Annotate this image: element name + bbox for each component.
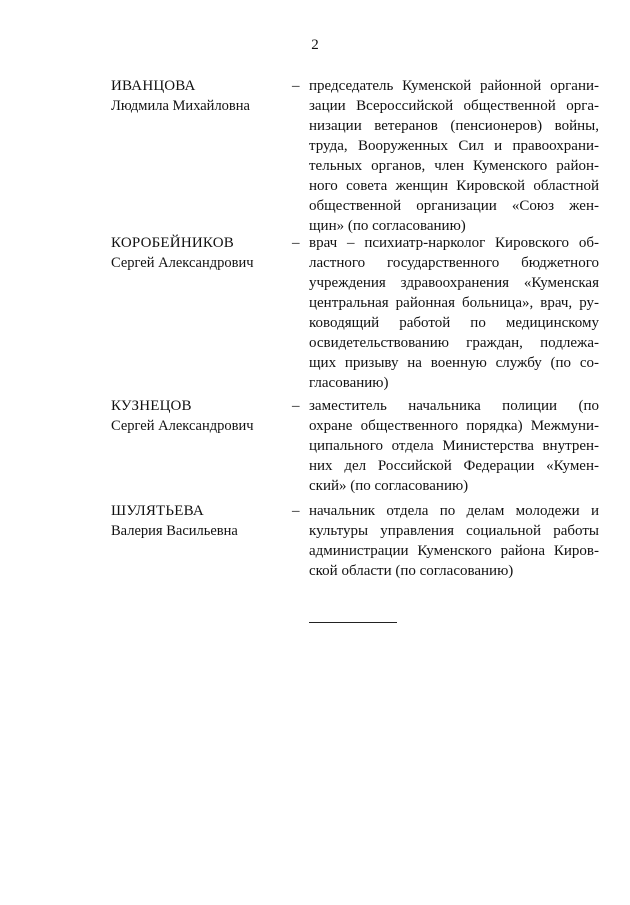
member-given-names: Сергей Александрович [111,255,254,271]
role-line: центральная районная больница», врач, ру- [309,295,599,311]
member-surname: ШУЛЯТЬЕВА [111,503,204,519]
member-role [309,396,599,496]
role-line: тельных органов, член Куменского район- [309,158,599,174]
member-name-block [111,76,291,116]
member-role [309,76,599,236]
entry-dash: – [292,235,300,251]
member-given-names: Людмила Михайловна [111,98,250,114]
role-line: ного совета женщин Кировской областной [309,178,599,194]
member-role [309,501,599,581]
role-line: труда, Вооруженных Сил и правоохрани- [309,138,599,154]
role-line: культуры управления социальной работы [309,523,599,539]
role-line: низации ветеранов (пенсионеров) войны, [309,118,599,134]
member-name-block [111,396,291,436]
role-line: щих призыву на военную службу (по со- [309,355,599,371]
role-line: ской области (по согласованию) [309,563,514,579]
member-name-block [111,501,291,541]
role-line: освидетельствованию граждан, подлежа- [309,335,599,351]
role-line: врач – психиатр-нарколог Кировского об- [309,235,599,251]
role-line: общественной организации «Союз жен- [309,198,599,214]
page-number: 2 [311,37,319,53]
role-line: ский» (по согласованию) [309,478,469,494]
closing-divider [309,622,397,623]
role-line: председатель Куменской районной органи- [309,78,599,94]
role-line: заместитель начальника полиции (по [309,398,599,414]
member-given-names: Сергей Александрович [111,418,254,434]
entry-dash: – [292,398,300,414]
member-role [309,233,599,393]
role-line: гласованию) [309,375,389,391]
role-line: охране общественного порядка) Межмуни- [309,418,599,434]
entry-dash: – [292,78,300,94]
role-line: щин» (по согласованию) [309,218,466,234]
role-line: ководящий работой по медицинскому [309,315,599,331]
entry-dash: – [292,503,300,519]
role-line: администрации Куменского района Киров- [309,543,599,559]
member-surname: ИВАНЦОВА [111,78,196,94]
role-line: них дел Российской Федерации «Кумен- [309,458,599,474]
member-surname: КОРОБЕЙНИКОВ [111,235,234,251]
member-name-block [111,233,291,273]
role-line: начальник отдела по делам молодежи и [309,503,599,519]
member-given-names: Валерия Васильевна [111,523,238,539]
role-line: учреждения здравоохранения «Куменская [309,275,599,291]
role-line: ластного государственного бюджетного [309,255,599,271]
role-line: зации Всероссийской общественной орга- [309,98,599,114]
member-surname: КУЗНЕЦОВ [111,398,192,414]
role-line: ципального отдела Министерства внутрен- [309,438,599,454]
